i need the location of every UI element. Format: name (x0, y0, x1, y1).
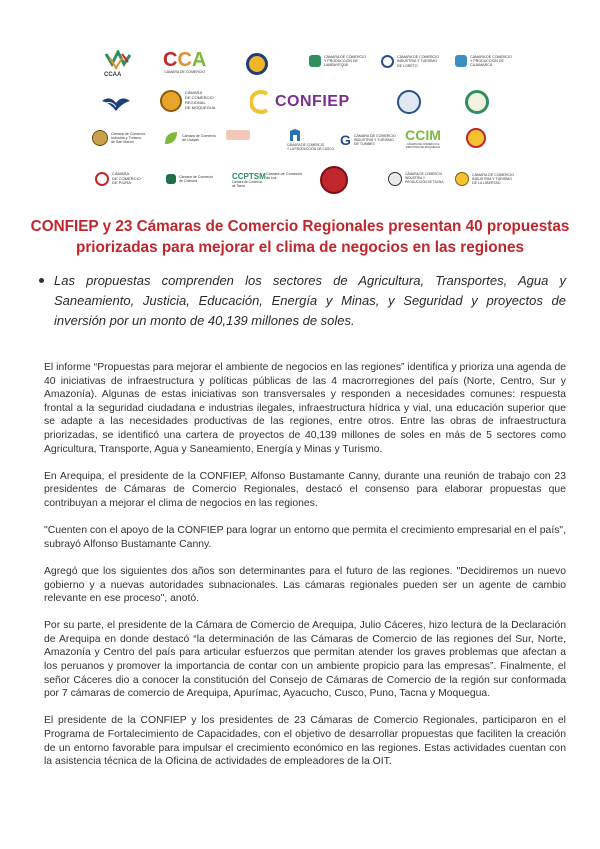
cca-subtitle: CÁMARA DE COMERCIO (164, 70, 206, 74)
logo-cc-cusco (287, 127, 334, 152)
cc-generic-mark-icon (226, 130, 250, 140)
cc-ucayali-label: Cámara de Comercio de Ucayali (182, 133, 217, 142)
summary-bullet-text: Las propuestas comprenden los sectores de Agricultura, Transportes, Agua y Saneamiento, Justicia, Educación, Energía y Minas, y Seguridad y proyectos de inversión por un monto de 40,139 millones de soles. (54, 273, 566, 328)
paragraph: Agregó que los siguientes dos años son determinantes para el futuro de las regiones. "Decidiremos un nuevo gobierno y a nuevas autoridades subnacionales. Las cámaras regionales pueden ser un agente de cambio relevante en ese proceso", anotó. (44, 565, 566, 605)
cc-moquegua-seal-icon (160, 90, 182, 112)
article-body (44, 361, 566, 782)
cc-tacna-mark-icon (388, 172, 402, 186)
cc-cajamarca-label: CÁMARA DE COMERCIO Y PRODUCCIÓN DE CAJAMARCA (470, 55, 512, 68)
ccim-wordmark: CCIM (405, 127, 441, 143)
cptsm-subtitle: Cámara de Comercio de Tacna (232, 180, 263, 188)
logo-cc-cajamarca (455, 55, 512, 68)
cc-chincha-mark-icon (166, 174, 176, 184)
logo-cc-piura (95, 172, 141, 186)
confiep-wordmark: CONFIEP (275, 93, 350, 110)
ccim-subtitle: CÁMARA DE COMERCIO E INDUSTRIA DE MOQUEGUA (405, 143, 441, 149)
cc-moquegua-label: CÁMARA DE COMERCIO REGIONAL DE MOQUEGUA (185, 90, 216, 110)
logo-cc-ucayali (163, 130, 216, 146)
logo-cptsm (232, 172, 266, 189)
logo-seal-3 (465, 90, 489, 114)
logo-confiep (250, 90, 350, 114)
cc-lalibertad-mark-icon (455, 172, 469, 186)
paragraph: El presidente de la CONFIEP y los presidentes de 23 Cámaras de Comercio Regionales, participaron en el Programa de Fortalecimiento de Capacidades, con el objetivo de desarrollar propuestas que faciliten la creación de un entorno favorable para impulsar el crecimiento económico en las regiones. Estas actividades cuentan con la asistencia técnica de la Oficina de actividades de empleadores de la OIT. (44, 715, 566, 768)
summary-bullet (54, 271, 566, 331)
paragraph: "Cuenten con el apoyo de la CONFIEP para lograr un entorno que permita el crecimiento empresarial en el país", subrayó Alfonso Bustamante Canny. (44, 525, 566, 550)
logo-cc-ica (266, 172, 302, 181)
cc-loreto-label: CÁMARA DE COMERCIO INDUSTRIA Y TURISMO DE LORETO (397, 55, 439, 68)
bullet-dot-icon (39, 278, 44, 283)
seal-green-icon (465, 90, 489, 114)
logo-cc-generic (226, 130, 250, 140)
logo-cc-tacna (388, 172, 444, 186)
cc-lambayeque-label: CÁMARA DE COMERCIO Y PRODUCCIÓN DE LAMBAYEQUE (324, 55, 366, 68)
confiep-emblem-icon (250, 90, 272, 114)
logo-ccim (403, 128, 443, 149)
logo-seal-4 (466, 128, 486, 148)
cptsm-wordmark: CCPTSM (232, 172, 266, 181)
leaf-icon (163, 130, 179, 146)
cc-chincha-label: Cámara de Comercio de Chincha (179, 174, 214, 183)
logo-eagle (100, 93, 132, 113)
eagle-icon (100, 93, 132, 113)
cc-loreto-mark-icon (381, 55, 394, 68)
logo-ccaa (100, 50, 138, 76)
logo-cca (163, 50, 206, 74)
seal-red-icon (320, 166, 348, 194)
logo-cc-tumbes (340, 133, 396, 147)
cc-sanmartin-label: Cámara de Comercio, Industria y Turismo de San Martín (111, 131, 147, 145)
logo-cc-lambayeque (309, 55, 366, 68)
paragraph: Por su parte, el presidente de la Cámara de Comercio de Arequipa, Julio Cáceres, hizo lectura de la Declaración de Arequipa en donde destacó “la determinación de las Cámaras de Comercio de las regiones del Sur, Norte, Amazonía y Centro del país para articular esfuerzos que permitan atender los graves problemas que afectan a los peruanos y promover la importancia de contar con un ambiente propicio para las empresas”. Finalmente, el señor Cáceres dio a conocer la constitución del Consejo de Cámaras de Comercio de la región sur conformada por 7 cámaras de comercio de Arequipa, Apurímac, Ayacucho, Cusco, Puno, Tacna y Moquegua. (44, 620, 566, 700)
headline: CONFIEP y 23 Cámaras de Comercio Regionales presentan 40 propuestas priorizadas para mejorar el clima de negocios en las regiones (30, 218, 570, 256)
logo-seal-1 (246, 53, 268, 75)
cc-ica-label: Cámara de Comercio de Ica (266, 172, 303, 181)
logo-seal-2 (397, 90, 421, 114)
cc-cusco-label: CÁMARA DE COMERCIO Y LA PRODUCCIÓN DE CUSCO (287, 143, 335, 151)
logo-cc-regional-moquegua (160, 90, 215, 112)
cc-sanmartin-seal-icon (92, 130, 108, 146)
ccaa-label: CCAA (104, 72, 122, 78)
logo-cc-sanmartin (92, 130, 146, 146)
logo-cc-loreto (381, 55, 439, 68)
seal-icon (246, 53, 268, 75)
cc-tumbes-label: CÁMARA DE COMERCIO INDUSTRIA Y TURISMO DE TUMBES (353, 133, 396, 147)
cc-piura-mark-icon (95, 172, 109, 186)
logo-seal-5 (320, 166, 348, 194)
cusco-emblem-icon (287, 127, 303, 143)
seal-blue-icon (397, 90, 421, 114)
seal-gold-icon (466, 128, 486, 148)
cc-piura-label: CÁMARA DE COMERCIO DE PIURA (112, 171, 141, 186)
paragraph: En Arequipa, el presidente de la CONFIEP, Alfonso Bustamante Canny, durante una reunión de trabajo con 23 presidentes de Cámaras de Comercio Regionales, destacó el consenso para elaborar propuestas que contribuyan a mejorar el clima de negocios en las regiones. (44, 470, 566, 509)
cca-wordmark: CCA (163, 49, 207, 71)
cc-tumbes-mark-icon: G (340, 132, 351, 148)
cc-lalibertad-label: CÁMARA DE COMERCIO INDUSTRIA Y TURISMO DE LA LIBERTAD (472, 172, 514, 186)
logo-cc-lalibertad (455, 172, 514, 186)
cc-tacna-label: CÁMARA DE COMERCIO INDUSTRIA Y PRODUCCIÓN DE TACNA (405, 172, 444, 184)
paragraph: El informe “Propuestas para mejorar el ambiente de negocios en las regiones” identifica y prioriza una agenda de 40 iniciativas de infraestructura y políticas públicas de las 4 macrorregiones del país (Norte, Centro, Sur y Amazonía). Algunas de estas iniciativas son transversales y responden a necesidades comunes: respuesta frontal a la seguridad ciudadana e industrias ilegales, infraestructura hídrica y vial, una educación superior que se adapte a las necesidades productivas de las regiones, entre otros. Entre las obras de infraestructura priorizadas, se identificó una cartera de proyectos de 40,139 millones de soles en más de 5 sectores como Agricultura, Transporte, Agua y Saneamiento, Energía y Minas y Turismo. (44, 362, 566, 455)
logo-cc-chincha (166, 174, 213, 184)
cc-cajamarca-mark-icon (455, 55, 467, 67)
cc-lambayeque-mark-icon (309, 55, 321, 67)
